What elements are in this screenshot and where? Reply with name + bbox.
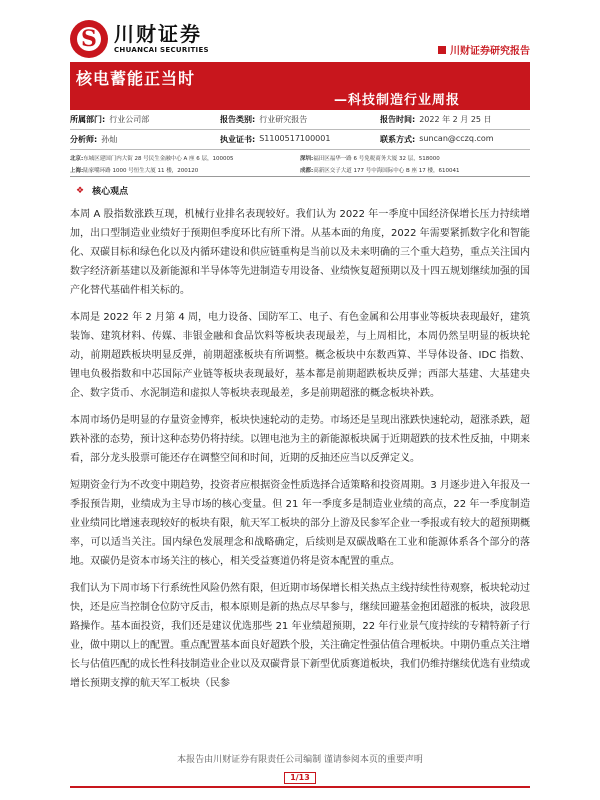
report-meta (70, 110, 530, 150)
address-label: 上海: (70, 168, 84, 174)
meta-value: 2022 年 2 月 25 日 (419, 115, 492, 124)
address-value: 高新区交子大道 177 号中海国际中心 B 座 17 楼，610041 (313, 168, 460, 174)
contact-email[interactable]: suncan@cczq.com (419, 134, 494, 143)
paragraph: 本周是 2022 年 2 月第 4 周，电力设备、国防军工、电子、有色金属和公用事业等板块表现最好，建筑装饰、建筑材料、传媒、非银金融和食品饮料等板块表现最差，与上周相比，本周仍然呈明显的板块轮动，前期超跌板块明显反弹，前期超涨板块有所调整。概念板块中东数西算、半导体设备、IDC 指数、锂电负极指数和中芯国际产业链等板块表现最好，基本都是前期超跌板块反弹；西部大基建、大基建央企、数字货币、水泥制造和虚拟人等板块表现最差，多是前期超涨的概念板块补跌。 (70, 312, 530, 399)
address-value: 东城区建国门内大街 28 号民生金融中心 A 座 6 层，100005 (83, 156, 234, 162)
section-heading-label: 核心观点 (92, 187, 129, 197)
meta-label: 执业证书: (220, 135, 256, 144)
meta-value: S1100517100001 (259, 134, 331, 143)
report-body (70, 205, 530, 701)
meta-value: 行业研究报告 (259, 115, 308, 124)
address-label: 北京: (70, 156, 84, 162)
brand-tag (438, 42, 530, 57)
report-header (0, 0, 600, 62)
brand-tag-label: 川财证券研究报告 (450, 46, 530, 57)
meta-label: 所属部门: (70, 115, 106, 124)
address-label: 深圳: (300, 156, 314, 162)
address-value: 陆家嘴环路 1000 号恒生大厦 11 楼，200120 (83, 168, 199, 174)
logo-name-en: CHUANCAI SECURITIES (114, 46, 209, 54)
address-label: 成都: (300, 168, 314, 174)
meta-row (70, 110, 530, 130)
logo-name-cn: 川财证券 (114, 22, 202, 46)
title-banner (70, 62, 530, 110)
meta-label: 联系方式: (380, 135, 416, 144)
address-value: 福田区福华一路 6 号免税商务大厦 32 层，518000 (313, 156, 440, 162)
report-subtitle: —科技制造行业周报 (333, 93, 460, 108)
paragraph: 我们认为下周市场下行系统性风险仍然有限，但近期市场保增长相关热点主线持续性待观察，板块轮动过快，还是应当控制仓位防守反击，根本原则是新的热点尽早参与，继续回避基金抱团超涨的板块，波段思路操作。基本面投资，我们还是建议优选那些 21 年业绩超预期，22 年行业景气度持续的专精特新子行业，做中期以上的配置。重点配置基本面良好超跌个股，关注确定性强估值合理板块。中期仍重点关注增长与估值匹配的成长性科技制造业企业以及双碳背景下新型优质赛道板块，我们仍维持继续优选有业绩或增长预期支撑的航天军工板块（民参 (70, 583, 530, 689)
meta-label: 分析师: (70, 135, 98, 144)
logo-mark-icon (70, 20, 108, 58)
paragraph: 本周市场仍是明显的存量资金博弈，板块快速轮动的走势。市场还是呈现出涨跌快速轮动，超涨杀跌，超跌补涨的态势，预计这种态势仍将持续。以锂电池为主的新能源板块属于近期超跌的技术性反抽，中期来看，部分龙头股票可能还存在调整空间和时间，近期的反抽还应当以反弹定义。 (70, 415, 530, 464)
meta-label: 报告时间: (380, 115, 416, 124)
divider (70, 176, 530, 177)
square-icon (438, 46, 446, 54)
meta-value: 行业公司部 (109, 115, 150, 124)
meta-label: 报告类别: (220, 115, 256, 124)
meta-value: 孙灿 (101, 135, 118, 144)
meta-row (70, 130, 530, 150)
paragraph: 本周 A 股指数涨跌互现，机械行业排名表现较好。我们认为 2022 年一季度中国经济保增长压力持续增加，出口型制造业业绩好于预期但季度环比有所下滑。从基本面的角度，2022 年需要紧抓数字化和智能化、双碳目标和绿色化以及内循环建设和供应链重构是当前以及未来明确的三个重大趋势，重点关注国内数字经济新基建以及新能源和半导体等先进制造专用设备、业绩恢复超预期以及十四五规划继续加强的国产化替代基础件相关标的。 (70, 209, 530, 296)
company-logo (70, 20, 209, 58)
page-number: 1/13 (284, 772, 316, 784)
report-title: 核电蓄能正当时 (76, 69, 196, 88)
footer-divider (70, 786, 530, 788)
footer-disclaimer: 本报告由川财证券有限责任公司编制 谨请参阅本页的重要声明 (177, 755, 423, 765)
office-addresses (70, 152, 530, 176)
paragraph: 短期资金行为不改变中期趋势，投资者应根据资金性质选择合适策略和投资周期。3 月逐步进入年报及一季报预告期，业绩成为主导市场的核心变量。但 21 年一季度多是制造业业绩的高点，22 年一季度制造业业绩同比增速表现较好的板块有限，航天军工板块的部分上游及民参军企业一季报或有较大的超预期概率，可以适当关注。国内绿色发展理念和战略确定，后续则是双碳战略在工业和能源体系各个部分的落地。双碳仍是资本市场关注的核心，相关受益赛道仍将是资本配置的重点。 (70, 480, 530, 567)
diamond-icon: ❖ (76, 185, 85, 196)
section-heading (76, 184, 128, 197)
